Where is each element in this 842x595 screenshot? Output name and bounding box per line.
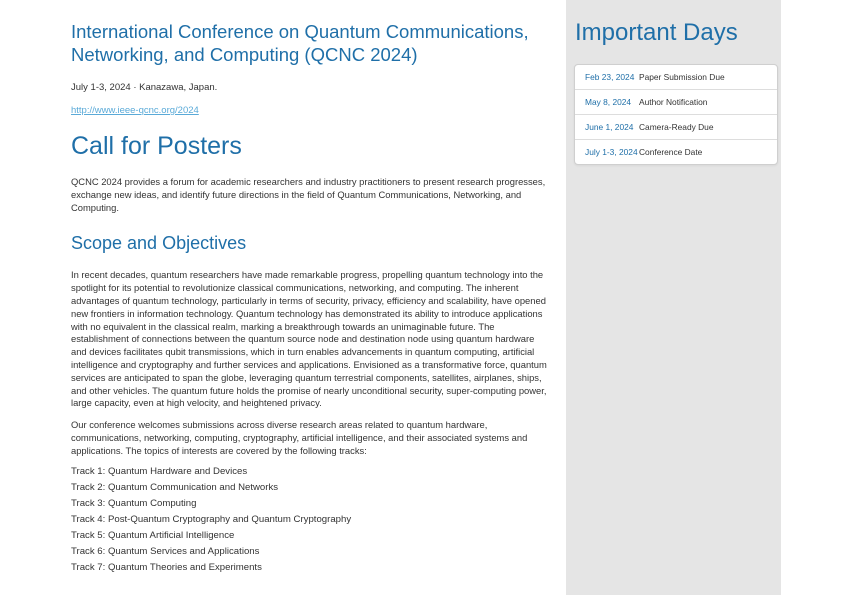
important-dates-list bbox=[574, 64, 778, 165]
track-item: Track 3: Quantum Computing bbox=[71, 497, 197, 509]
scope-paragraph-2: Our conference welcomes submissions across diverse research areas related to quantum hardware, communications, networking, computing, cryptography, artificial intelligence, and their associated systems and applications. The topics of interests are covered by the following tracks: bbox=[71, 419, 528, 456]
intro-paragraph: QCNC 2024 provides a forum for academic researchers and industry practitioners to present research progresses, exchange new ideas, and identify future directions in the field of Quantum Communications, Networking, and Computing. bbox=[71, 176, 546, 213]
date-row bbox=[575, 115, 777, 140]
page-title: Call for Posters bbox=[71, 132, 242, 160]
tracks-list bbox=[71, 464, 547, 576]
date-event: Camera-Ready Due bbox=[639, 122, 714, 132]
sidebar bbox=[566, 0, 781, 595]
date-event: Conference Date bbox=[639, 147, 703, 157]
track-item: Track 2: Quantum Communication and Networks bbox=[71, 481, 279, 493]
date-row bbox=[575, 140, 777, 164]
scope-paragraph-1: In recent decades, quantum researchers have made remarkable progress, propelling quantum technology into the spotlight for its potential to revolutionize classical communications, networking, and computing. The inherent advantages of quantum technology, particularly in terms of security, privacy, efficiency and scalability, have opened new frontiers in information technology. Quantum technology has demonstrated its ability to introduce applications with no equivalent in the classical realm, marking a breakthrough towards an unimaginable future. The establishment of connections between the quantum source node and destination node using quantum hardware and devices facilitates qubit transmissions, which in turn enables advancements in quantum computing, artificial intelligence and cryptography and further services and applications. Envisioned as a transformative force, quantum services are anticipated to span the globe, leveraging quantum terrestrial components, satellites, airplanes, ships, and other vehicles. The quantum future holds the promise of nearly unconditional security, super-computing power, large capacity, even at high velocity, and heightened privacy. bbox=[71, 269, 547, 409]
date-value: May 8, 2024 bbox=[585, 97, 632, 107]
conference-website-link[interactable]: http://www.ieee-qcnc.org/2024 bbox=[71, 105, 199, 116]
important-days-title: Important Days bbox=[575, 19, 738, 46]
main-content bbox=[71, 0, 547, 576]
conference-date-location: July 1-3, 2024 · Kanazawa, Japan. bbox=[71, 82, 218, 93]
track-item: Track 5: Quantum Artificial Intelligence bbox=[71, 529, 235, 541]
conference-title: International Conference on Quantum Communications, Networking, and Computing (QCNC 2024) bbox=[71, 21, 529, 65]
date-event: Paper Submission Due bbox=[639, 72, 725, 82]
date-value: Feb 23, 2024 bbox=[585, 72, 635, 82]
track-item: Track 7: Quantum Theories and Experiments bbox=[71, 561, 262, 573]
date-value: July 1-3, 2024 bbox=[585, 147, 638, 157]
date-event: Author Notification bbox=[639, 97, 708, 107]
track-item: Track 6: Quantum Services and Applications bbox=[71, 545, 260, 557]
track-item: Track 1: Quantum Hardware and Devices bbox=[71, 465, 248, 477]
date-row bbox=[575, 90, 777, 115]
date-row bbox=[575, 65, 777, 90]
date-value: June 1, 2024 bbox=[585, 122, 634, 132]
track-item: Track 4: Post-Quantum Cryptography and Quantum Cryptography bbox=[71, 513, 352, 525]
scope-heading: Scope and Objectives bbox=[71, 233, 247, 254]
